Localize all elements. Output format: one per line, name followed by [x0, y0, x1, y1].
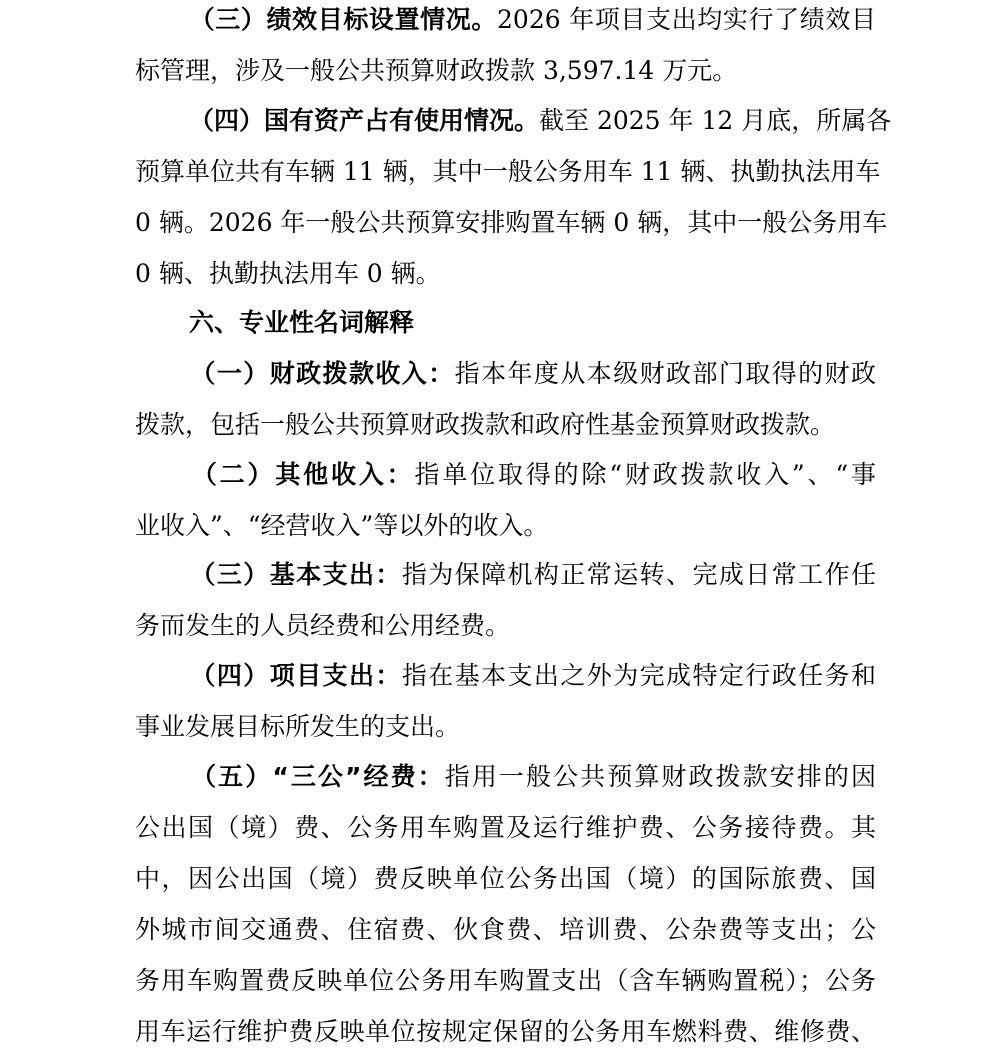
paragraph-label: （二）其他收入：	[189, 460, 415, 489]
paragraph-label: （四）国有资产占有使用情况。	[189, 106, 540, 135]
paragraph-text: 预算单位共有车辆 11 辆，其中一般公务用车 11 辆、执勤执法用车	[135, 157, 881, 186]
paragraph-label: （三）绩效目标设置情况。	[189, 5, 498, 34]
paragraph-text: 2026 年项目支出均实行了绩效目	[497, 5, 876, 34]
paragraph-fiscal-appropriation	[135, 348, 876, 450]
paragraph-text: 务用车购置费反映单位公务用车购置支出（含车辆购置税）；公务	[135, 966, 876, 995]
paragraph-text: 指单位取得的除“财政拨款收入”、“事	[414, 460, 876, 489]
paragraph-text: 外城市间交通费、住宿费、伙食费、培训费、公杂费等支出；公	[135, 915, 876, 944]
paragraph-text: 指为保障机构正常运转、完成日常工作任	[401, 560, 876, 589]
paragraph-text: 指本年度从本级财政部门取得的财政	[454, 359, 876, 388]
paragraph-text: 用车运行维护费反映单位按规定保留的公务用车燃料费、维修费、	[135, 1017, 876, 1046]
paragraph-project-expenditure	[135, 650, 876, 752]
paragraph-text: 0 辆、执勤执法用车 0 辆。	[135, 259, 441, 288]
paragraph-other-income	[135, 449, 876, 551]
paragraph-text: 截至 2025 年 12 月底，所属各	[539, 106, 892, 135]
paragraph-text: 事业发展目标所发生的支出。	[135, 712, 461, 741]
paragraph-text: 中，因公出国（境）费反映单位公务出国（境）的国际旅费、国	[135, 864, 876, 893]
paragraph-text: 指用一般公共预算财政拨款安排的因	[444, 762, 876, 791]
paragraph-text: 业收入”、“经营收入”等以外的收入。	[135, 511, 549, 540]
paragraph-text: 0 辆。2026 年一般公共预算安排购置车辆 0 辆，其中一般公务用车	[135, 208, 888, 237]
paragraph-label: （一）财政拨款收入：	[189, 359, 455, 388]
section-heading: 六、专业性名词解释	[189, 308, 415, 337]
paragraph-text: 拨款，包括一般公共预算财政拨款和政府性基金预算财政拨款。	[135, 410, 836, 439]
paragraph-text: 标管理，涉及一般公共预算财政拨款 3,597.14 万元。	[135, 56, 738, 85]
paragraph-basic-expenditure	[135, 549, 876, 651]
paragraph-text: 指在基本支出之外为完成特定行政任务和	[401, 661, 876, 690]
paragraph-label: （五）“三公”经费：	[189, 762, 445, 791]
paragraph-text: 公出国（境）费、公务用车购置及运行维护费、公务接待费。其	[135, 813, 876, 842]
paragraph-text: 务而发生的人员经费和公用经费。	[135, 611, 511, 640]
paragraph-state-assets	[135, 95, 892, 299]
paragraph-performance-targets	[135, 0, 876, 96]
paragraph-label: （四）项目支出：	[189, 661, 402, 690]
paragraph-three-public-expenses	[135, 751, 876, 1057]
paragraph-label: （三）基本支出：	[189, 560, 402, 589]
